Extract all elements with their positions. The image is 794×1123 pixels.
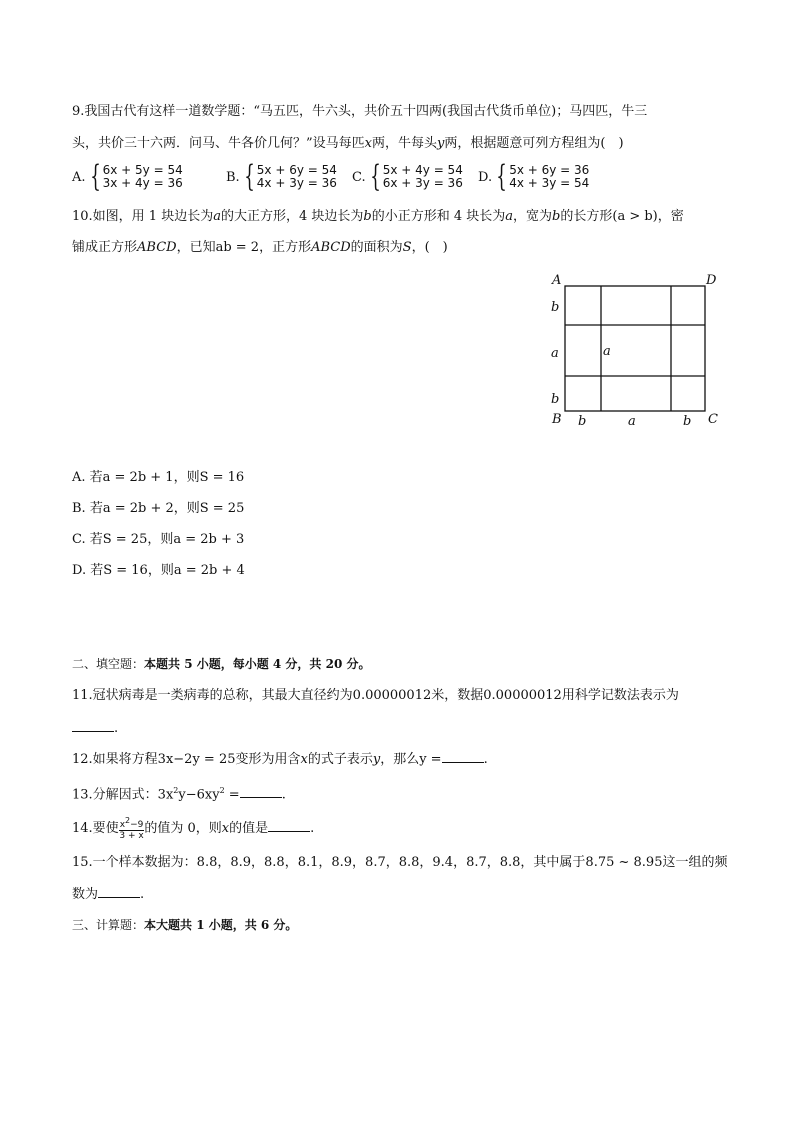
equation: 5x + 4y = 54 (382, 163, 463, 177)
bottom-a-label: a (628, 414, 636, 429)
q9-text-b: 两，牛每头 (372, 136, 438, 151)
q10-text: ，已知ab = 2，正方形 (176, 240, 312, 255)
q9-option-d: D. { 5x + 6y = 36 4x + 3y = 54 (478, 159, 590, 194)
q10-option-b: B. 若a = 2b + 2，则S = 25 (72, 501, 245, 516)
answer-blank[interactable] (72, 718, 114, 732)
section-2-heading (72, 654, 370, 674)
q10-figure (540, 268, 730, 433)
q10-option-a: A. 若a = 2b + 1，则S = 16 (72, 470, 245, 485)
q10-abcd: ABCD (137, 240, 177, 255)
q12-text: 的式子表示 (307, 752, 373, 767)
corner-a-label: A (552, 273, 562, 288)
q13-sup: 2 (219, 786, 225, 795)
section-2-rest: 本题共 5 小题，每小题 4 分，共 20 分。 (144, 657, 371, 671)
q10-var-b: b (552, 209, 561, 224)
frac-sup: 2 (125, 816, 131, 825)
q14-end: . (310, 821, 315, 836)
bottom-b-left-label: b (578, 414, 587, 429)
equation: 4x + 3y = 36 (256, 176, 337, 190)
q9-option-c: C. { 5x + 4y = 54 6x + 3y = 36 (352, 159, 463, 194)
q13-line (72, 781, 286, 805)
equation: 5x + 6y = 36 (509, 163, 590, 177)
q11-end: . (114, 721, 119, 736)
q15-line-1: 15.一个样本数据为：8.8，8.9，8.8，8.1，8.9，8.7，8.8，9.4，8.7，8.8，其中属于8.75 ~ 8.95这一组的频 (72, 855, 728, 870)
q14-text: 的值是 (229, 821, 269, 836)
option-label: A. (72, 169, 86, 185)
q10-var-a: a (505, 209, 514, 224)
q9-line-1: 9.我国古代有这样一道数学题：“马五匹，牛六头，共价五十四两(我国古代货币单位)；马四匹，牛三 (72, 104, 648, 119)
q13-end: . (281, 787, 286, 803)
section-3-lead: 三、计算题： (72, 918, 145, 932)
q10-var-s: S (402, 240, 412, 255)
q12-text: ，那么y = (380, 752, 442, 767)
q14-text: 的值为 0，则 (144, 821, 222, 836)
q11-line-2 (72, 718, 118, 739)
q10-text: ，宽为 (513, 209, 553, 224)
equation: 3x + 4y = 36 (102, 176, 183, 190)
equation: 4x + 3y = 54 (509, 176, 590, 190)
q10-option-d: D. 若S = 16，则a = 2b + 4 (72, 563, 245, 578)
answer-blank[interactable] (98, 884, 140, 898)
q14-var-x: x (221, 821, 230, 836)
frac-num: x (119, 820, 126, 830)
q9-option-b: B. { 5x + 6y = 54 4x + 3y = 36 (226, 159, 337, 194)
option-label: D. (478, 169, 493, 185)
option-label: C. (352, 169, 366, 185)
q10-text: 铺成正方形 (72, 240, 138, 255)
section-3-rest: 本大题共 1 小题，共 6 分。 (144, 918, 298, 932)
q12-line (72, 749, 488, 770)
q15-text: 数为 (72, 887, 99, 902)
q13-text: = (224, 787, 240, 803)
q14-line (72, 816, 314, 841)
answer-blank[interactable] (442, 749, 484, 763)
q10-line-1 (72, 207, 684, 227)
section-3-heading (72, 915, 297, 935)
q9-var-x: x (364, 136, 372, 151)
q12-var-x: x (300, 752, 308, 767)
q14-text: 14.要使 (72, 821, 119, 836)
equation: 6x + 5y = 54 (102, 163, 183, 177)
q13-sup: 2 (173, 786, 179, 795)
q10-text: 的小正方形和 4 块长为 (371, 209, 506, 224)
equation: 5x + 6y = 54 (256, 163, 337, 177)
option-label: B. (226, 169, 240, 185)
q13-text: y−6xy (178, 787, 220, 803)
frac-num: −9 (130, 820, 144, 830)
left-a-label: a (551, 346, 559, 361)
corner-c-label: C (708, 412, 718, 427)
answer-blank[interactable] (268, 818, 310, 832)
section-2-lead: 二、填空题： (72, 657, 145, 671)
q9-option-a: A. { 6x + 5y = 54 3x + 4y = 36 (72, 159, 183, 194)
q11-line-1: 11.冠状病毒是一类病毒的总称，其最大直径约为0.00000012米，数据0.00000012用科学记数法表示为 (72, 688, 679, 703)
q10-var-b: b (363, 209, 372, 224)
q13-text: 13.分解因式：3x (72, 787, 174, 803)
q10-text: ，( ) (411, 240, 448, 255)
q12-text: 12.如果将方程3x−2y = 25变形为用含 (72, 752, 301, 767)
q9-text-c: 两，根据题意可列方程组为( ) (444, 136, 624, 151)
q10-text: 的大正方形，4 块边长为 (220, 209, 364, 224)
q14-fraction (119, 816, 145, 841)
q9-var-y: y (437, 136, 445, 151)
q9-text-a: 头，共价三十六两．问马、牛各价几何？”设马每匹 (72, 136, 365, 151)
left-b-top-label: b (551, 300, 560, 315)
q10-abcd: ABCD (311, 240, 351, 255)
q12-end: . (483, 752, 488, 767)
q10-text: 10.如图，用 1 块边长为 (72, 209, 214, 224)
q15-line-2 (72, 884, 144, 905)
q10-text: 的面积为 (350, 240, 403, 255)
left-b-bottom-label: b (551, 392, 560, 407)
equation: 6x + 3y = 36 (382, 176, 463, 190)
q15-end: . (140, 887, 145, 902)
outer-square (565, 286, 705, 411)
q10-var-a: a (213, 209, 221, 224)
q10-line-2 (72, 238, 448, 258)
bottom-b-right-label: b (683, 414, 692, 429)
frac-den: 3 + x (119, 831, 144, 841)
q12-var-y: y (372, 752, 381, 767)
corner-d-label: D (706, 273, 717, 288)
answer-blank[interactable] (240, 784, 282, 798)
corner-b-label: B (552, 412, 562, 427)
q9-line-2 (72, 134, 624, 154)
q10-option-c: C. 若S = 25，则a = 2b + 3 (72, 532, 245, 547)
center-a-label: a (603, 344, 611, 359)
q10-text: 的长方形(a > b)，密 (560, 209, 684, 224)
